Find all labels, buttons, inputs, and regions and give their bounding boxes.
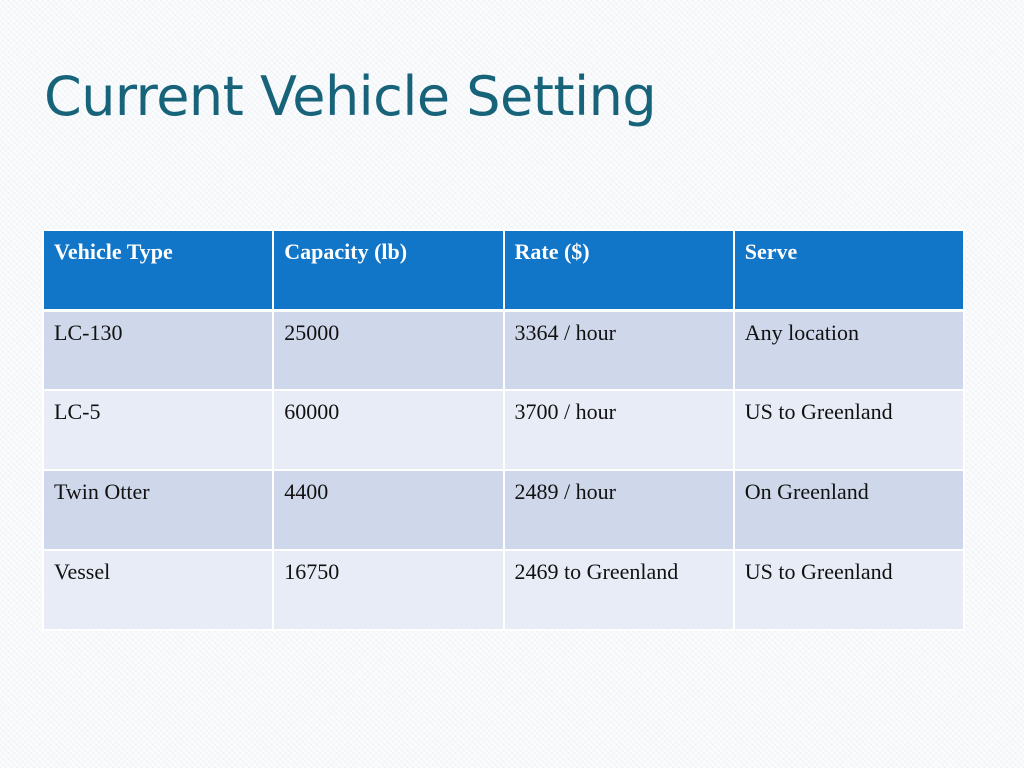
- cell-vehicle-type: Vessel: [43, 550, 273, 630]
- slide-title: Current Vehicle Setting: [44, 65, 657, 128]
- table-header-row: [43, 230, 964, 310]
- cell-serve: On Greenland: [734, 470, 964, 550]
- cell-capacity: 60000: [273, 390, 503, 470]
- cell-serve: US to Greenland: [734, 550, 964, 630]
- cell-serve: Any location: [734, 310, 964, 390]
- vehicle-table: [42, 229, 965, 631]
- header-serve: Serve: [734, 230, 964, 310]
- header-capacity: Capacity (lb): [273, 230, 503, 310]
- cell-vehicle-type: LC-130: [43, 310, 273, 390]
- cell-capacity: 25000: [273, 310, 503, 390]
- cell-rate: 2489 / hour: [504, 470, 734, 550]
- header-rate: Rate ($): [504, 230, 734, 310]
- table-row: [43, 310, 964, 390]
- cell-rate: 3364 / hour: [504, 310, 734, 390]
- table-row: [43, 550, 964, 630]
- cell-capacity: 4400: [273, 470, 503, 550]
- cell-rate: 3700 / hour: [504, 390, 734, 470]
- cell-rate: 2469 to Greenland: [504, 550, 734, 630]
- header-vehicle-type: Vehicle Type: [43, 230, 273, 310]
- table-row: [43, 390, 964, 470]
- cell-vehicle-type: LC-5: [43, 390, 273, 470]
- cell-vehicle-type: Twin Otter: [43, 470, 273, 550]
- cell-capacity: 16750: [273, 550, 503, 630]
- table-row: [43, 470, 964, 550]
- cell-serve: US to Greenland: [734, 390, 964, 470]
